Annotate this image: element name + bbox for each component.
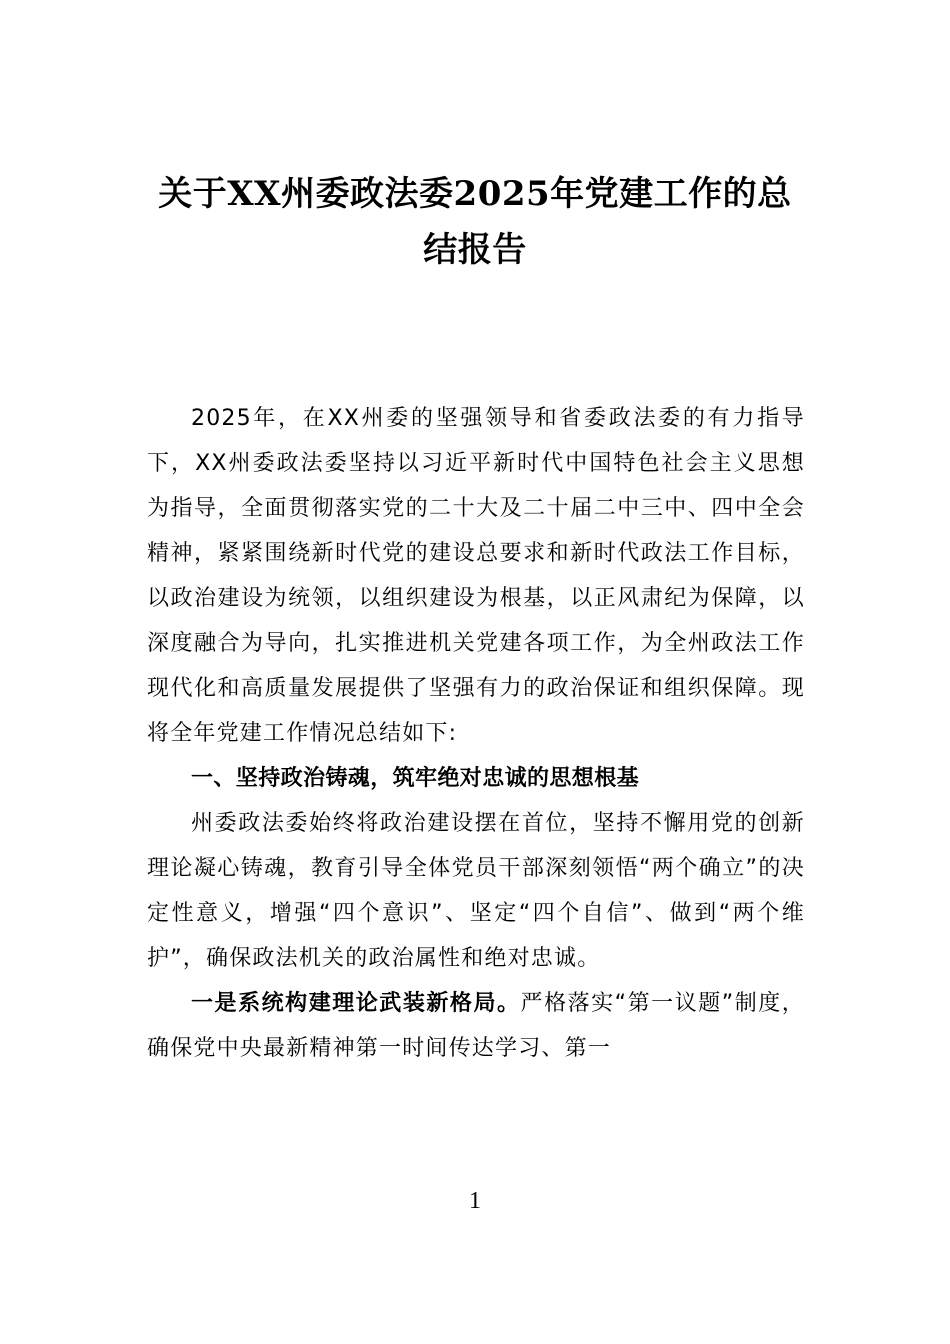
intro-paragraph: 2025年，在XX州委的坚强领导和省委政法委的有力指导下，XX州委政法委坚持以习近平新时代中国特色社会主义思想为指导，全面贯彻落实党的二十大及二十届二中三中、四中全会精神，紧紧围绕新时代党的建设总要求和新时代政法工作目标，以政治建设为统领，以组织建设为根基，以正风肃纪为保障，以深度融合为导向，扎实推进机关党建各项工作，为全州政法工作现代化和高质量发展提供了坚强有力的政治保证和组织保障。现将全年党建工作情况总结如下: [147, 406, 805, 746]
page-number: 1 [469, 1188, 481, 1214]
subsection-1-paragraph [147, 981, 805, 1071]
section-1-heading: 一、坚持政治铸魂，筑牢绝对忠诚的思想根基 [191, 766, 640, 791]
subsection-1-text: 严格落实“第一议题”制度，确保党中央最新精神第一时间传达学习、第一 [147, 991, 805, 1061]
document-body [147, 396, 805, 1071]
section-1-paragraph: 州委政法委始终将政治建设摆在首位，坚持不懈用党的创新理论凝心铸魂，教育引导全体党员干部深刻领悟“两个确立”的决定性意义，增强“四个意识”、坚定“四个自信”、做到“两个维护”，确保政法机关的政治属性和绝对忠诚。 [147, 811, 805, 971]
subsection-1-lead: 一是系统构建理论武装新格局。 [191, 991, 521, 1016]
document-title: 关于XX州委政法委2025年党建工作的总结报告 [158, 174, 792, 270]
